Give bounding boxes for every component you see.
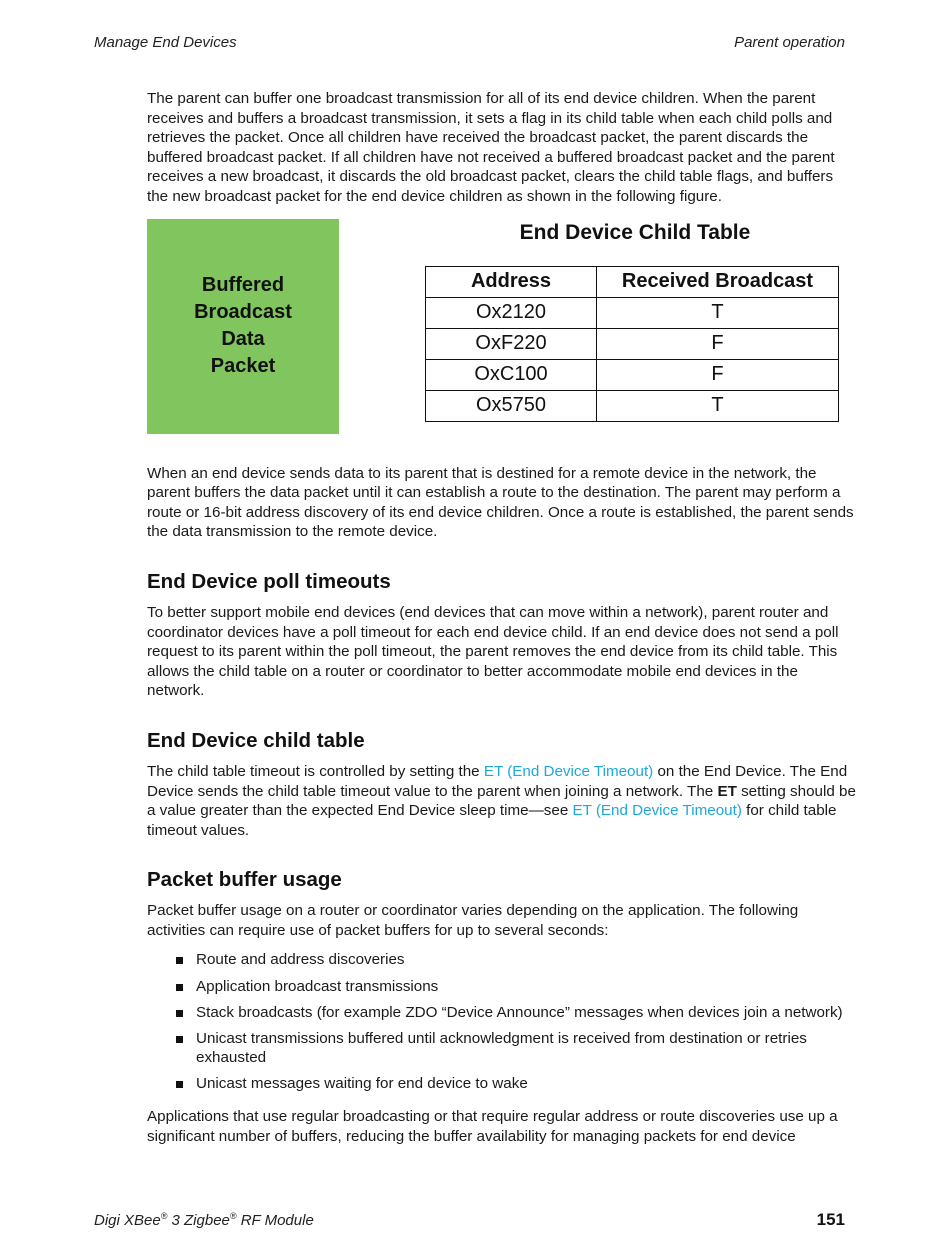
text-run: The child table timeout is controlled by setting the: [147, 762, 484, 780]
registered-mark: ®: [160, 1211, 168, 1221]
square-bullet-icon: [176, 984, 183, 991]
et-timeout-link[interactable]: ET (End Device Timeout): [483, 762, 654, 780]
et-bold-term: ET: [717, 782, 737, 800]
table-row: [426, 297, 839, 328]
page-footer: [94, 1210, 845, 1230]
list-item: [147, 1074, 857, 1094]
page-content: [147, 89, 857, 1146]
packet-buffer-intro: Packet buffer usage on a router or coordinator varies depending on the application. The following activities can require use of packet buffers for up to several seconds:: [147, 902, 799, 939]
text-run: on the End Device. The End Device sends the child table timeout value to the parent when joining a network. The: [147, 762, 848, 800]
table-title: End Device Child Table: [519, 220, 751, 244]
address-cell: Ox2120: [426, 297, 597, 328]
section-heading-child-table: End Device child table: [147, 728, 365, 752]
intro-paragraph: The parent can buffer one broadcast transmission for all of its end device children. When the parent receives and buffers a broadcast transmission, it sets a flag in its child table when each child polls and retrieves the packet. Once all children have received the broadcast packet, the parent discards the buffered broadcast packet. If all children have not received a buffered broadcast packet and the parent receives a new broadcast, it discards the old broadcast packet, clears the child table flags, and buffers the new broadcast packet for the end device children as shown in the following figure.: [147, 90, 835, 205]
buffered-packet-box: [147, 219, 339, 434]
list-item: [147, 1003, 857, 1023]
text-run: RF Module: [236, 1212, 314, 1229]
square-bullet-icon: [176, 1081, 183, 1088]
column-header-received-broadcast: Received Broadcast: [597, 266, 839, 297]
table-row: [426, 328, 839, 359]
box-line: Packet: [210, 355, 276, 378]
list-item: [147, 1029, 857, 1068]
child-table-paragraph: [147, 762, 857, 840]
address-cell: OxF220: [426, 328, 597, 359]
list-item-text: Application broadcast transmissions: [196, 977, 439, 995]
list-item-text: Unicast messages waiting for end device to wake: [196, 1075, 528, 1093]
et-timeout-link[interactable]: ET (End Device Timeout): [572, 802, 742, 820]
table-row: [426, 359, 839, 390]
box-line: Buffered: [201, 274, 285, 297]
table-row: [426, 390, 839, 421]
received-cell: T: [597, 390, 839, 421]
text-run: for child table timeout values.: [147, 802, 837, 839]
square-bullet-icon: [176, 1036, 183, 1043]
after-figure-paragraph: When an end device sends data to its parent that is destined for a remote device in the network, the parent buffers the data packet until it can establish a route to the destination. The parent may perform a route or 16-bit address discovery of its end device children. Once a route is established, the parent sends the data transmission to the remote device.: [147, 464, 854, 541]
page-number: 151: [816, 1210, 845, 1229]
header-chapter-title: Manage End Devices: [94, 34, 237, 51]
list-item: [147, 950, 857, 970]
closing-paragraph: Applications that use regular broadcasting or that require regular address or route discoveries use up a significant number of buffers, reducing the buffer availability for managing packets for end device: [147, 1108, 838, 1145]
header-section-title: Parent operation: [734, 34, 845, 51]
box-line: Data: [221, 328, 265, 351]
list-item: [147, 977, 857, 997]
list-item-text: Route and address discoveries: [196, 951, 405, 969]
address-cell: Ox5750: [426, 390, 597, 421]
text-run: setting should be a value greater than the expected End Device sleep time—see: [147, 782, 856, 820]
section-heading-packet-buffer: Packet buffer usage: [147, 868, 342, 892]
square-bullet-icon: [176, 957, 183, 964]
running-header: [94, 34, 845, 51]
buffer-activities-list: [147, 950, 857, 1094]
box-line: Broadcast: [194, 301, 292, 324]
child-table-figure: [147, 219, 857, 451]
square-bullet-icon: [176, 1010, 183, 1017]
received-cell: F: [597, 328, 839, 359]
address-cell: OxC100: [426, 359, 597, 390]
footer-document-title: [94, 1211, 314, 1229]
section-heading-poll-timeouts: End Device poll timeouts: [147, 569, 391, 593]
text-run: Digi XBee: [94, 1212, 161, 1229]
table-header-row: [426, 266, 839, 297]
list-item-text: Stack broadcasts (for example ZDO “Device Announce” messages when devices join a network): [196, 1003, 843, 1021]
received-cell: T: [597, 297, 839, 328]
received-cell: F: [597, 359, 839, 390]
poll-timeouts-paragraph: To better support mobile end devices (end devices that can move within a network), parent router and coordinator devices have a poll timeout for each end device child. If an end device does not send a poll request to its parent within the poll timeout, the parent removes the end device from its child table. This allows the child table on a router or coordinator to better accommodate mobile end devices in the network.: [147, 603, 839, 700]
end-device-child-table: [425, 266, 839, 422]
text-run: 3 Zigbee: [167, 1212, 230, 1229]
list-item-text: Unicast transmissions buffered until acknowledgment is received from destination or retries exhausted: [196, 1029, 807, 1067]
column-header-address: Address: [426, 266, 597, 297]
registered-mark: ®: [229, 1211, 237, 1221]
